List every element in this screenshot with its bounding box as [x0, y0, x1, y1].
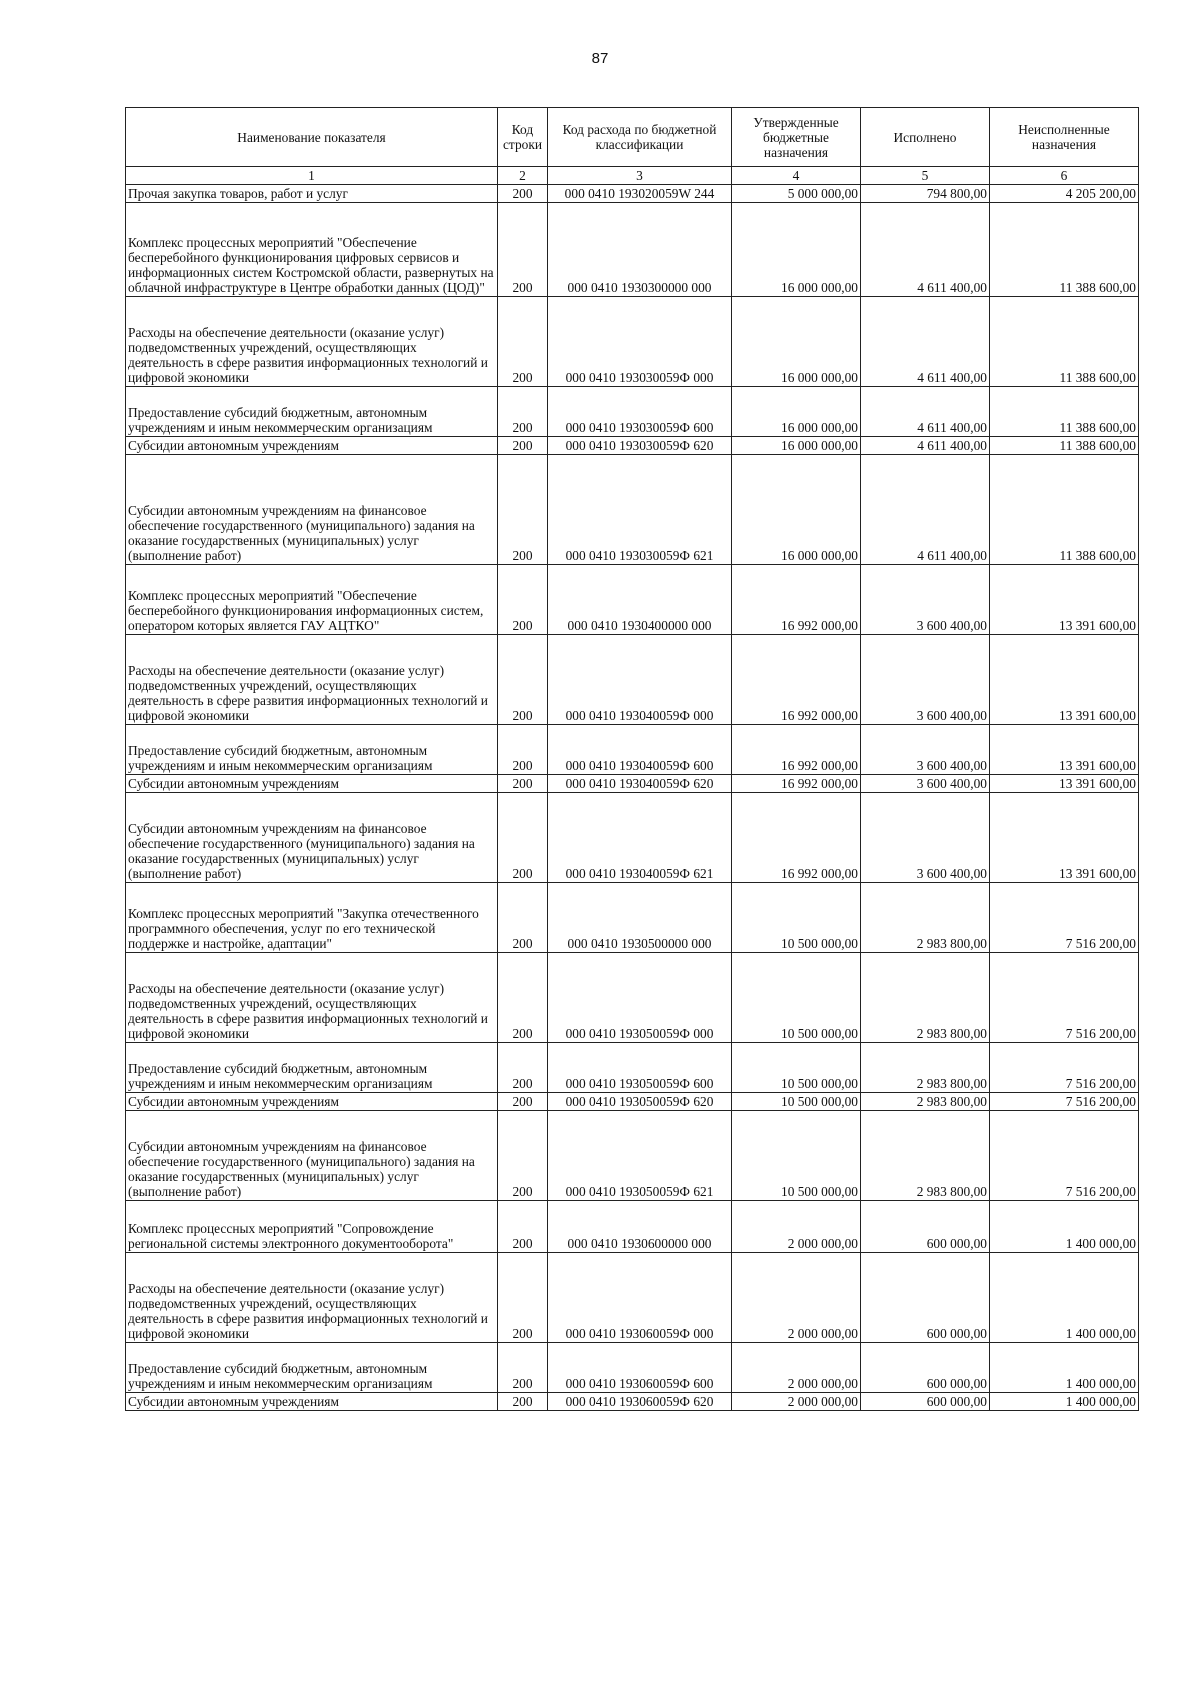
- budget-code-cell: 000 0410 193060059Ф 620: [548, 1393, 732, 1411]
- line-code-cell: 200: [498, 185, 548, 203]
- header-line-code: Код строки: [498, 108, 548, 167]
- unexecuted-amount-cell: 13 391 600,00: [990, 793, 1139, 883]
- approved-amount-cell: 2 000 000,00: [732, 1343, 861, 1393]
- approved-amount-cell: 16 992 000,00: [732, 565, 861, 635]
- page-number: 87: [591, 50, 609, 67]
- indicator-name-cell: Расходы на обеспечение деятельности (оказание услуг) подведомственных учреждений, осуществляющих деятельность в сфере развития информационных технологий и цифровой экономики: [126, 953, 498, 1043]
- budget-code-cell: 000 0410 193030059Ф 600: [548, 387, 732, 437]
- executed-amount-cell: 4 611 400,00: [861, 297, 990, 387]
- table-row: [126, 203, 1139, 297]
- executed-amount-cell: 2 983 800,00: [861, 1043, 990, 1093]
- unexecuted-amount-cell: 11 388 600,00: [990, 297, 1139, 387]
- budget-code-cell: 000 0410 193050059Ф 600: [548, 1043, 732, 1093]
- budget-code-cell: 000 0410 193050059Ф 620: [548, 1093, 732, 1111]
- indicator-name-cell: Комплекс процессных мероприятий "Закупка отечественного программного обеспечения, услуг по его технической поддержке и настройке, адаптации": [126, 883, 498, 953]
- unexecuted-amount-cell: 11 388 600,00: [990, 387, 1139, 437]
- line-code-cell: 200: [498, 1253, 548, 1343]
- column-number: 2: [498, 167, 548, 185]
- indicator-name-cell: Субсидии автономным учреждениям: [126, 437, 498, 455]
- budget-code-cell: 000 0410 1930500000 000: [548, 883, 732, 953]
- approved-amount-cell: 2 000 000,00: [732, 1253, 861, 1343]
- line-code-cell: 200: [498, 1043, 548, 1093]
- line-code-cell: 200: [498, 455, 548, 565]
- indicator-name-cell: Предоставление субсидий бюджетным, автономным учреждениям и иным некоммерческим организациям: [126, 387, 498, 437]
- indicator-name-cell: Расходы на обеспечение деятельности (оказание услуг) подведомственных учреждений, осуществляющих деятельность в сфере развития информационных технологий и цифровой экономики: [126, 297, 498, 387]
- executed-amount-cell: 3 600 400,00: [861, 565, 990, 635]
- indicator-name-cell: Предоставление субсидий бюджетным, автономным учреждениям и иным некоммерческим организациям: [126, 1043, 498, 1093]
- table-row: [126, 1201, 1139, 1253]
- unexecuted-amount-cell: 1 400 000,00: [990, 1201, 1139, 1253]
- indicator-name-cell: Предоставление субсидий бюджетным, автономным учреждениям и иным некоммерческим организациям: [126, 1343, 498, 1393]
- executed-amount-cell: 2 983 800,00: [861, 953, 990, 1043]
- column-number: 5: [861, 167, 990, 185]
- executed-amount-cell: 3 600 400,00: [861, 793, 990, 883]
- executed-amount-cell: 600 000,00: [861, 1201, 990, 1253]
- line-code-cell: 200: [498, 1343, 548, 1393]
- executed-amount-cell: 600 000,00: [861, 1253, 990, 1343]
- budget-code-cell: 000 0410 193030059Ф 620: [548, 437, 732, 455]
- header-budget-code: Код расхода по бюджетной классификации: [548, 108, 732, 167]
- executed-amount-cell: 2 983 800,00: [861, 883, 990, 953]
- indicator-name-cell: Предоставление субсидий бюджетным, автономным учреждениям и иным некоммерческим организациям: [126, 725, 498, 775]
- executed-amount-cell: 794 800,00: [861, 185, 990, 203]
- table-row: [126, 1343, 1139, 1393]
- executed-amount-cell: 600 000,00: [861, 1393, 990, 1411]
- table-row: [126, 953, 1139, 1043]
- indicator-name-cell: Прочая закупка товаров, работ и услуг: [126, 185, 498, 203]
- budget-code-cell: 000 0410 1930300000 000: [548, 203, 732, 297]
- indicator-name-cell: Субсидии автономным учреждениям: [126, 1393, 498, 1411]
- budget-code-cell: 000 0410 193050059Ф 621: [548, 1111, 732, 1201]
- line-code-cell: 200: [498, 775, 548, 793]
- indicator-name-cell: Комплекс процессных мероприятий "Обеспечение бесперебойного функционирования цифровых сервисов и информационных систем Костромской области, развернутых на облачной инфраструктуре в Центре обработки данных (ЦОД)": [126, 203, 498, 297]
- budget-code-cell: 000 0410 193040059Ф 600: [548, 725, 732, 775]
- line-code-cell: 200: [498, 565, 548, 635]
- line-code-cell: 200: [498, 1201, 548, 1253]
- table-row: [126, 1093, 1139, 1111]
- indicator-name-cell: Субсидии автономным учреждениям на финансовое обеспечение государственного (муниципального) задания на оказание государственных (муниципальных) услуг (выполнение работ): [126, 455, 498, 565]
- line-code-cell: 200: [498, 953, 548, 1043]
- table-row: [126, 1253, 1139, 1343]
- table-row: [126, 775, 1139, 793]
- table-body: [126, 185, 1139, 1411]
- unexecuted-amount-cell: 7 516 200,00: [990, 1043, 1139, 1093]
- indicator-name-cell: Расходы на обеспечение деятельности (оказание услуг) подведомственных учреждений, осуществляющих деятельность в сфере развития информационных технологий и цифровой экономики: [126, 1253, 498, 1343]
- unexecuted-amount-cell: 13 391 600,00: [990, 635, 1139, 725]
- line-code-cell: 200: [498, 297, 548, 387]
- approved-amount-cell: 10 500 000,00: [732, 1093, 861, 1111]
- line-code-cell: 200: [498, 437, 548, 455]
- line-code-cell: 200: [498, 725, 548, 775]
- unexecuted-amount-cell: 11 388 600,00: [990, 455, 1139, 565]
- budget-code-cell: 000 0410 193040059Ф 621: [548, 793, 732, 883]
- budget-code-cell: 000 0410 193060059Ф 000: [548, 1253, 732, 1343]
- unexecuted-amount-cell: 1 400 000,00: [990, 1343, 1139, 1393]
- table-row: [126, 1111, 1139, 1201]
- unexecuted-amount-cell: 11 388 600,00: [990, 437, 1139, 455]
- unexecuted-amount-cell: 7 516 200,00: [990, 1093, 1139, 1111]
- budget-code-cell: 000 0410 1930400000 000: [548, 565, 732, 635]
- executed-amount-cell: 4 611 400,00: [861, 203, 990, 297]
- approved-amount-cell: 2 000 000,00: [732, 1201, 861, 1253]
- approved-amount-cell: 16 000 000,00: [732, 437, 861, 455]
- table-row: [126, 437, 1139, 455]
- unexecuted-amount-cell: 1 400 000,00: [990, 1393, 1139, 1411]
- line-code-cell: 200: [498, 203, 548, 297]
- budget-code-cell: 000 0410 193020059W 244: [548, 185, 732, 203]
- approved-amount-cell: 16 992 000,00: [732, 635, 861, 725]
- indicator-name-cell: Субсидии автономным учреждениям: [126, 1093, 498, 1111]
- approved-amount-cell: 10 500 000,00: [732, 1043, 861, 1093]
- line-code-cell: 200: [498, 1093, 548, 1111]
- approved-amount-cell: 5 000 000,00: [732, 185, 861, 203]
- budget-code-cell: 000 0410 193040059Ф 000: [548, 635, 732, 725]
- executed-amount-cell: 4 611 400,00: [861, 437, 990, 455]
- table-row: [126, 1043, 1139, 1093]
- column-numbers-row: [126, 167, 1139, 185]
- approved-amount-cell: 10 500 000,00: [732, 1111, 861, 1201]
- executed-amount-cell: 4 611 400,00: [861, 455, 990, 565]
- column-number: 3: [548, 167, 732, 185]
- column-number: 4: [732, 167, 861, 185]
- budget-code-cell: 000 0410 1930600000 000: [548, 1201, 732, 1253]
- approved-amount-cell: 10 500 000,00: [732, 883, 861, 953]
- table-header-row: [126, 108, 1139, 167]
- table-row: [126, 455, 1139, 565]
- budget-code-cell: 000 0410 193040059Ф 620: [548, 775, 732, 793]
- line-code-cell: 200: [498, 387, 548, 437]
- budget-code-cell: 000 0410 193030059Ф 000: [548, 297, 732, 387]
- approved-amount-cell: 16 992 000,00: [732, 775, 861, 793]
- table-row: [126, 387, 1139, 437]
- approved-amount-cell: 16 000 000,00: [732, 387, 861, 437]
- header-executed: Исполнено: [861, 108, 990, 167]
- unexecuted-amount-cell: 7 516 200,00: [990, 883, 1139, 953]
- line-code-cell: 200: [498, 793, 548, 883]
- unexecuted-amount-cell: 7 516 200,00: [990, 1111, 1139, 1201]
- table-row: [126, 185, 1139, 203]
- unexecuted-amount-cell: 13 391 600,00: [990, 565, 1139, 635]
- executed-amount-cell: 2 983 800,00: [861, 1093, 990, 1111]
- executed-amount-cell: 3 600 400,00: [861, 635, 990, 725]
- executed-amount-cell: 600 000,00: [861, 1343, 990, 1393]
- indicator-name-cell: Субсидии автономным учреждениям: [126, 775, 498, 793]
- line-code-cell: 200: [498, 883, 548, 953]
- indicator-name-cell: Субсидии автономным учреждениям на финансовое обеспечение государственного (муниципального) задания на оказание государственных (муниципальных) услуг (выполнение работ): [126, 1111, 498, 1201]
- approved-amount-cell: 16 000 000,00: [732, 297, 861, 387]
- budget-execution-table: [125, 107, 1139, 1411]
- indicator-name-cell: Субсидии автономным учреждениям на финансовое обеспечение государственного (муниципального) задания на оказание государственных (муниципальных) услуг (выполнение работ): [126, 793, 498, 883]
- approved-amount-cell: 10 500 000,00: [732, 953, 861, 1043]
- column-number: 1: [126, 167, 498, 185]
- approved-amount-cell: 16 992 000,00: [732, 793, 861, 883]
- table-row: [126, 1393, 1139, 1411]
- unexecuted-amount-cell: 1 400 000,00: [990, 1253, 1139, 1343]
- budget-code-cell: 000 0410 193060059Ф 600: [548, 1343, 732, 1393]
- line-code-cell: 200: [498, 1393, 548, 1411]
- header-unexecuted: Неисполненные назначения: [990, 108, 1139, 167]
- executed-amount-cell: 3 600 400,00: [861, 725, 990, 775]
- budget-code-cell: 000 0410 193050059Ф 000: [548, 953, 732, 1043]
- indicator-name-cell: Комплекс процессных мероприятий "Сопровождение региональной системы электронного документооборота": [126, 1201, 498, 1253]
- table-row: [126, 725, 1139, 775]
- line-code-cell: 200: [498, 635, 548, 725]
- unexecuted-amount-cell: 11 388 600,00: [990, 203, 1139, 297]
- executed-amount-cell: 2 983 800,00: [861, 1111, 990, 1201]
- budget-code-cell: 000 0410 193030059Ф 621: [548, 455, 732, 565]
- executed-amount-cell: 4 611 400,00: [861, 387, 990, 437]
- executed-amount-cell: 3 600 400,00: [861, 775, 990, 793]
- table-row: [126, 793, 1139, 883]
- indicator-name-cell: Комплекс процессных мероприятий "Обеспечение бесперебойного функционирования информационных систем, оператором которых является ГАУ АЦТКО": [126, 565, 498, 635]
- header-approved: Утвержденные бюджетные назначения: [732, 108, 861, 167]
- approved-amount-cell: 2 000 000,00: [732, 1393, 861, 1411]
- line-code-cell: 200: [498, 1111, 548, 1201]
- table-row: [126, 297, 1139, 387]
- approved-amount-cell: 16 992 000,00: [732, 725, 861, 775]
- table-row: [126, 883, 1139, 953]
- table-row: [126, 635, 1139, 725]
- table-row: [126, 565, 1139, 635]
- column-number: 6: [990, 167, 1139, 185]
- unexecuted-amount-cell: 4 205 200,00: [990, 185, 1139, 203]
- indicator-name-cell: Расходы на обеспечение деятельности (оказание услуг) подведомственных учреждений, осуществляющих деятельность в сфере развития информационных технологий и цифровой экономики: [126, 635, 498, 725]
- unexecuted-amount-cell: 7 516 200,00: [990, 953, 1139, 1043]
- unexecuted-amount-cell: 13 391 600,00: [990, 775, 1139, 793]
- approved-amount-cell: 16 000 000,00: [732, 455, 861, 565]
- approved-amount-cell: 16 000 000,00: [732, 203, 861, 297]
- unexecuted-amount-cell: 13 391 600,00: [990, 725, 1139, 775]
- header-indicator-name: Наименование показателя: [126, 108, 498, 167]
